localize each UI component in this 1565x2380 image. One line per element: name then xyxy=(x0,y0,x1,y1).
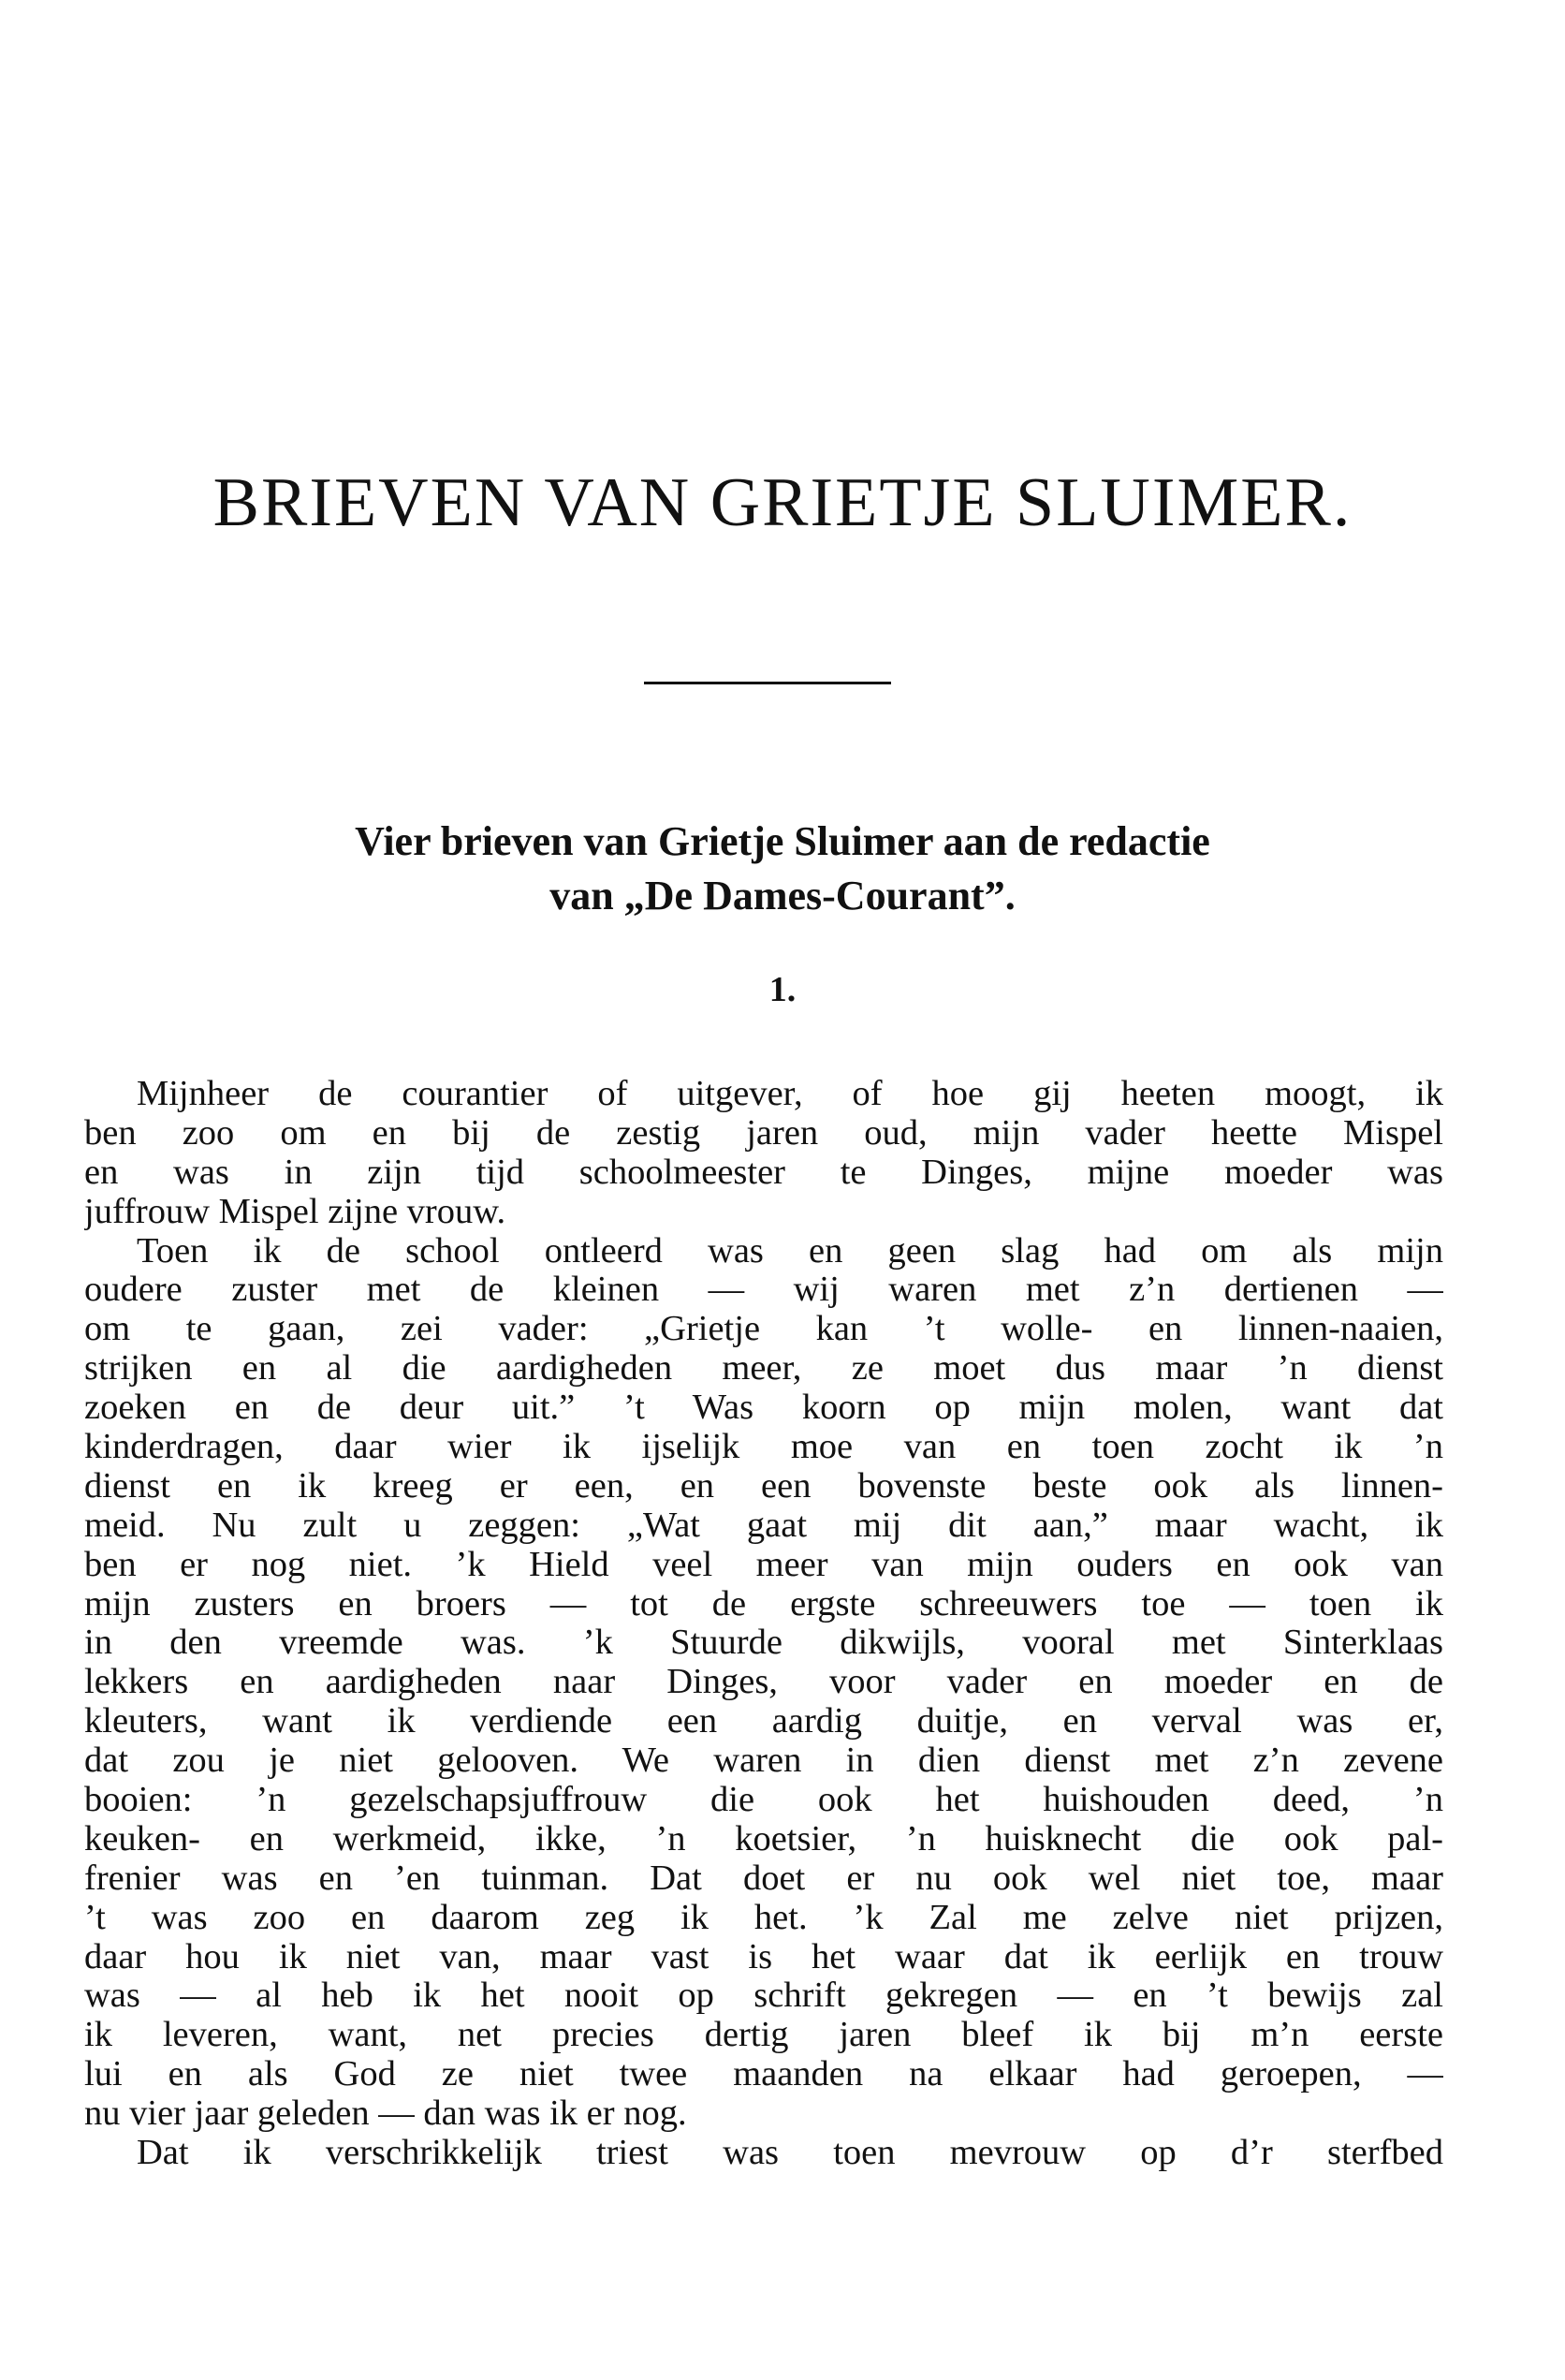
text-line: zoeken en de deur uit.” ’t Was koorn op mijn molen, want dat xyxy=(84,1388,1443,1428)
text-line: frenier was en ’en tuinman. Dat doet er nu ook wel niet toe, maar xyxy=(84,1858,1443,1898)
text-line: dienst en ik kreeg er een, en een bovenste beste ook als linnen- xyxy=(84,1466,1443,1506)
text-line: strijken en al die aardigheden meer, ze moet dus maar ’n dienst xyxy=(84,1349,1443,1388)
text-line: ben er nog niet. ’k Hield veel meer van mijn ouders en ook van xyxy=(84,1545,1443,1584)
text-line: mijn zusters en broers — tot de ergste schreeuwers toe — toen ik xyxy=(84,1584,1443,1623)
text-line: dat zou je niet gelooven. We waren in dien dienst met z’n zevene xyxy=(84,1741,1443,1781)
text-line: lekkers en aardigheden naar Dinges, voor vader en moeder en de xyxy=(84,1663,1443,1702)
title-divider xyxy=(644,682,891,684)
text-line: was — al heb ik het nooit op schrift gekregen — en ’t bewijs zal xyxy=(84,1976,1443,2016)
subtitle-line-2: van „De Dames-Courant”. xyxy=(549,873,1016,918)
text-line: in den vreemde was. ’k Stuurde dikwijls, vooral met Sinterklaas xyxy=(84,1623,1443,1663)
text-line: daar hou ik niet van, maar vast is het waar dat ik eerlijk en trouw xyxy=(84,1937,1443,1976)
text-line: ben zoo om en bij de zestig jaren oud, mijn vader heette Mispel xyxy=(84,1113,1443,1153)
text-line: om te gaan, zei vader: „Grietje kan ’t wolle- en linnen-naaien, xyxy=(84,1310,1443,1349)
text-line: kinderdragen, daar wier ik ijselijk moe van en toen zocht ik ’n xyxy=(84,1428,1443,1467)
page-title: BRIEVEN VAN GRIETJE SLUIMER. xyxy=(212,464,1353,541)
text-line: nu vier jaar geleden — dan was ik er nog. xyxy=(84,2094,687,2134)
subtitle xyxy=(0,815,1565,923)
text-line: oudere zuster met de kleinen — wij waren met z’n dertienen — xyxy=(84,1271,1443,1310)
text-line: lui en als God ze niet twee maanden na elkaar had geroepen, — xyxy=(84,2055,1443,2094)
text-line: ’t was zoo en daarom zeg ik het. ’k Zal me zelve niet prijzen, xyxy=(84,1898,1443,1937)
text-line: Toen ik de school ontleerd was en geen slag had om als mijn xyxy=(137,1231,1443,1271)
text-line: meid. Nu zult u zeggen: „Wat gaat mij dit aan,” maar wacht, ik xyxy=(84,1506,1443,1545)
text-line: juffrouw Mispel zijne vrouw. xyxy=(84,1192,506,1231)
text-line: Dat ik verschrikkelijk triest was toen mevrouw op d’r sterfbed xyxy=(137,2134,1443,2173)
text-line: en was in zijn tijd schoolmeester te Dinges, mijne moeder was xyxy=(84,1153,1443,1192)
text-line: kleuters, want ik verdiende een aardig duitje, en verval was er, xyxy=(84,1702,1443,1741)
section-number: 1. xyxy=(768,970,797,1009)
letter-body xyxy=(84,1075,1443,2173)
subtitle-line-1: Vier brieven van Grietje Sluimer aan de redactie xyxy=(355,818,1210,864)
text-line: ik leveren, want, net precies dertig jaren bleef ik bij m’n eerste xyxy=(84,2016,1443,2055)
text-line: keuken- en werkmeid, ikke, ’n koetsier, ’n huisknecht die ook pal- xyxy=(84,1819,1443,1858)
text-line: Mijnheer de courantier of uitgever, of hoe gij heeten moogt, ik xyxy=(137,1075,1443,1113)
text-line: booien: ’n gezelschapsjuffrouw die ook het huishouden deed, ’n xyxy=(84,1781,1443,1820)
